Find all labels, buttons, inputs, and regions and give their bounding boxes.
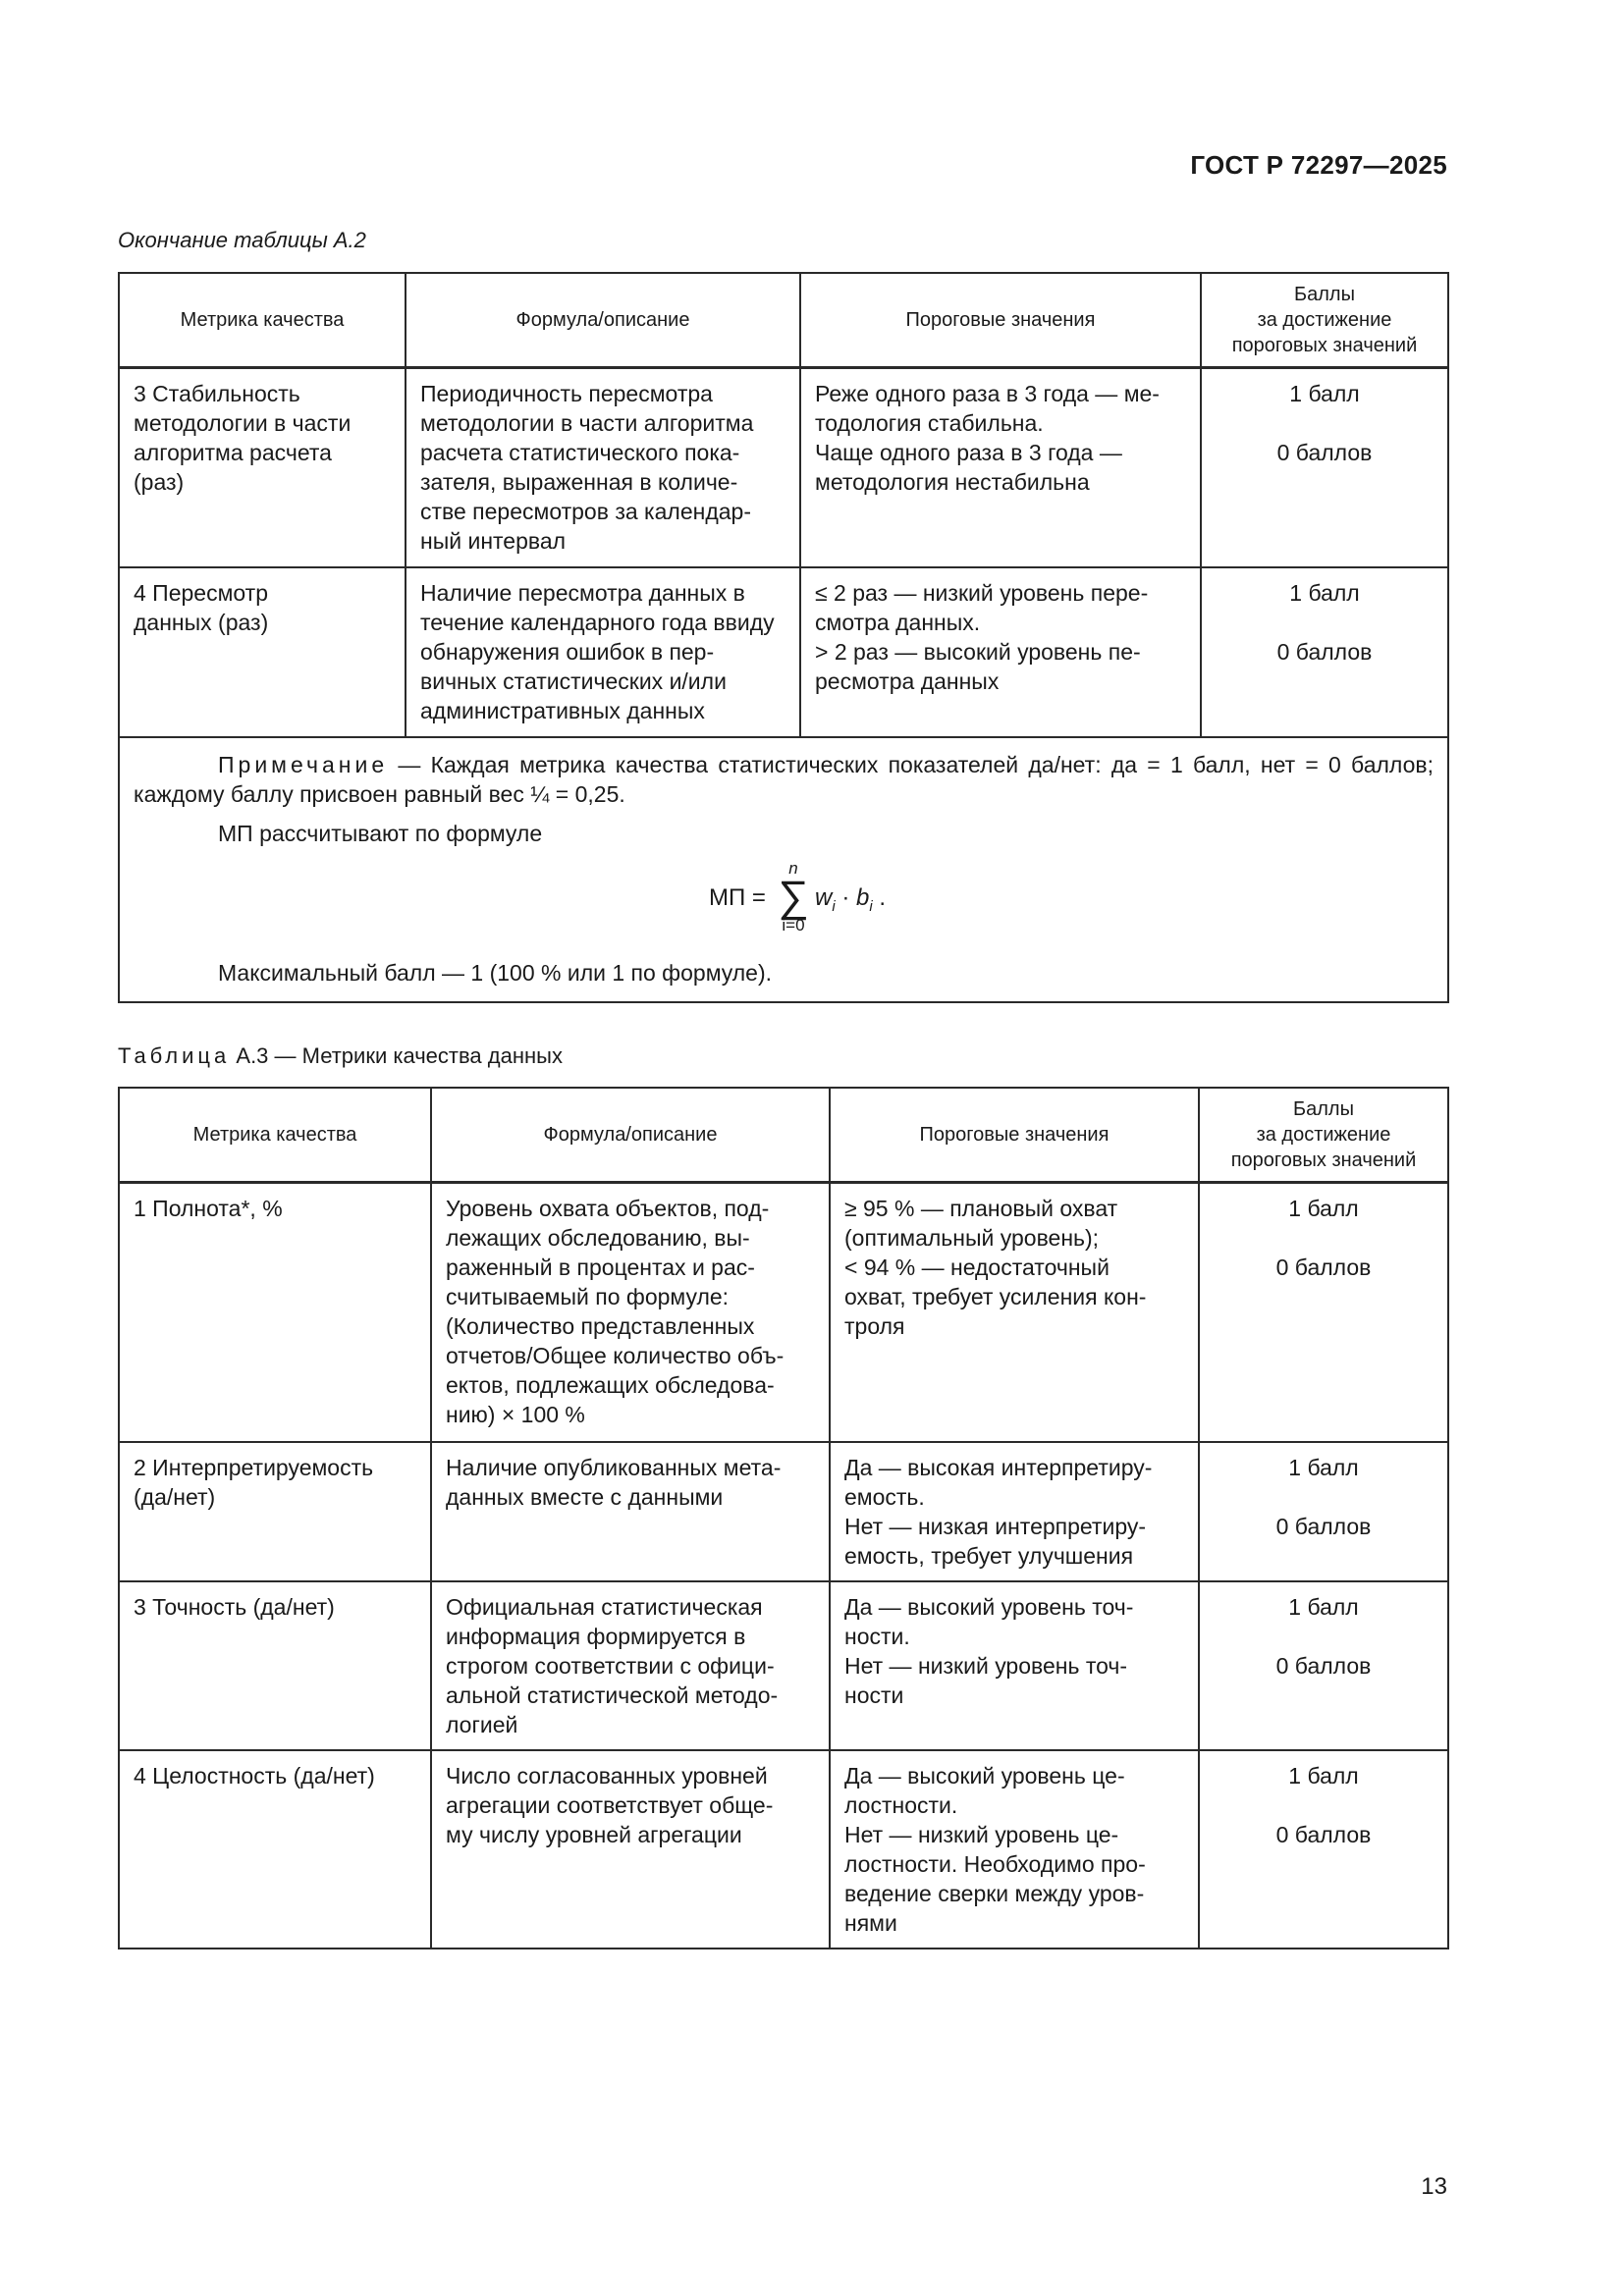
cell-line: > 2 раз — высокий уровень пе- (815, 638, 1141, 665)
table-row (119, 368, 1448, 567)
points-cell (1201, 567, 1448, 737)
header-line: за достижение (1257, 309, 1392, 331)
cell-line: емость, требует улучшения (844, 1542, 1134, 1569)
cell-line: методология нестабильна (815, 469, 1090, 495)
column-header-points (1199, 1088, 1448, 1183)
cell-line: Официальная статистическая (446, 1593, 763, 1620)
cell-line: Наличие пересмотра данных в (420, 579, 745, 606)
threshold-cell (830, 1581, 1199, 1750)
threshold-cell (830, 1750, 1199, 1949)
threshold-cell (830, 1183, 1199, 1442)
cell-line: ности. (844, 1623, 910, 1649)
note-text: — Каждая метрика качества статистических показателей да/нет: да = 1 балл, нет = 0 баллов; каждому баллу присвоен равный вес ¼ = 0,25. (134, 751, 1434, 807)
cell-line: методологии в части (134, 410, 352, 436)
cell-line: ресмотра данных (815, 667, 1000, 694)
table-a3-caption (118, 1043, 563, 1069)
points-value: 0 баллов (1275, 1513, 1372, 1539)
points-cell (1201, 368, 1448, 567)
metric-cell (119, 567, 406, 737)
cell-line: отчетов/Общее количество объ- (446, 1343, 785, 1368)
cell-line: Нет — низкий уровень це- (844, 1821, 1119, 1847)
cell-line: (раз) (134, 469, 185, 495)
points-value: 1 балл (1288, 1762, 1359, 1789)
cell-line: Периодичность пересмотра (420, 381, 713, 406)
table-a2-end (118, 272, 1449, 1003)
multiply-dot: · (841, 883, 850, 911)
points-value: 0 баллов (1276, 440, 1373, 465)
formula-cell (431, 1183, 830, 1442)
weight-symbol: w (815, 883, 833, 911)
note-row (119, 737, 1448, 1002)
cell-line: ектов, подлежащих обследова- (446, 1372, 775, 1398)
table-row (119, 1750, 1448, 1949)
caption-word: Таблица (118, 1043, 231, 1068)
formula-intro: МП рассчитывают по формуле (218, 820, 543, 846)
page-number: 13 (1421, 2173, 1447, 2200)
cell-line: вичных статистических и/или (420, 667, 727, 694)
sum-upper-limit: n (788, 858, 798, 878)
cell-line: расчета статистического пока- (420, 440, 740, 465)
cell-line: Да — высокий уровень точ- (844, 1593, 1134, 1620)
metric-cell (119, 368, 406, 567)
points-cell (1199, 1581, 1448, 1750)
cell-line: тодология стабильна. (815, 410, 1044, 436)
cell-line: му числу уровней агрегации (446, 1821, 742, 1847)
cell-line: Да — высокая интерпретиру- (844, 1454, 1153, 1480)
cell-line: < 94 % — недостаточный (844, 1255, 1110, 1280)
header-line: за достижение (1256, 1124, 1391, 1146)
header-line: Баллы (1294, 284, 1355, 305)
cell-line: данных вместе с данными (446, 1483, 724, 1510)
cell-line: нями (844, 1909, 897, 1936)
cell-line: Реже одного раза в 3 года — ме- (815, 381, 1160, 406)
column-header-formula: Формула/описание (406, 273, 800, 368)
sigma-symbol: ∑ (778, 872, 809, 921)
header-line: пороговых значений (1231, 335, 1418, 356)
cell-line: лостности. (844, 1791, 958, 1818)
score-symbol: b (856, 883, 870, 911)
cell-line: Нет — низкий уровень точ- (844, 1652, 1128, 1679)
threshold-cell (800, 567, 1201, 737)
index-symbol: i (832, 897, 836, 915)
cell-line: лежащих обследованию, вы- (446, 1225, 750, 1251)
points-value: 0 баллов (1276, 638, 1373, 665)
standard-designation: ГОСТ Р 72297—2025 (1190, 150, 1447, 180)
cell-line: (оптимальный уровень); (844, 1225, 1100, 1251)
formula-cell (431, 1442, 830, 1581)
cell-line: считываемый по формуле: (446, 1284, 730, 1309)
cell-line: течение календарного года ввиду (420, 609, 775, 635)
note-label: Примечание (218, 751, 389, 777)
note-cell (119, 737, 1448, 1002)
cell-line: методологии в части алгоритма (420, 410, 754, 436)
cell-line: логией (446, 1711, 518, 1737)
cell-line: ности (844, 1682, 904, 1708)
column-header-points (1201, 273, 1448, 368)
cell-line: стве пересмотров за календар- (420, 499, 751, 524)
cell-line: данных (раз) (134, 609, 269, 635)
formula-end: . (879, 883, 887, 911)
max-score-text: Максимальный балл — 1 (100 % или 1 по формуле). (218, 959, 773, 986)
formula-cell (406, 368, 800, 567)
cell-line: троля (844, 1313, 905, 1339)
mp-formula (134, 854, 1434, 948)
table-header-row (119, 273, 1448, 368)
metric-cell: 2 Интерпретируемость (да/нет) (119, 1442, 431, 1581)
header-line: пороговых значений (1230, 1149, 1417, 1171)
points-value: 1 балл (1288, 1196, 1359, 1221)
points-value: 0 баллов (1275, 1652, 1372, 1679)
points-cell (1199, 1750, 1448, 1949)
cell-line: альной статистической методо- (446, 1682, 779, 1708)
cell-line: (Количество представленных (446, 1313, 755, 1339)
metric-cell: 3 Точность (да/нет) (119, 1581, 431, 1750)
cell-line: Да — высокий уровень це- (844, 1762, 1125, 1789)
note-paragraph (134, 750, 1434, 809)
table-header-row (119, 1088, 1448, 1183)
cell-line: Число согласованных уровней (446, 1762, 768, 1789)
cell-line: ≥ 95 % — плановый охват (844, 1196, 1118, 1221)
table-row (119, 1442, 1448, 1581)
index-symbol: i (869, 897, 873, 915)
points-value: 0 баллов (1275, 1255, 1372, 1280)
metric-cell: 1 Полнота*, % (119, 1183, 431, 1442)
points-cell (1199, 1442, 1448, 1581)
table-row (119, 567, 1448, 737)
formula-lhs: МП = (709, 883, 766, 911)
cell-line: Наличие опубликованных мета- (446, 1454, 782, 1480)
formula-cell (431, 1750, 830, 1949)
table-a2-continuation-caption: Окончание таблицы А.2 (118, 228, 366, 252)
metric-cell: 4 Целостность (да/нет) (119, 1750, 431, 1949)
cell-line: алгоритма расчета (134, 440, 332, 465)
sum-lower-limit: i=0 (782, 915, 805, 934)
points-value: 1 балл (1289, 579, 1360, 606)
points-value: 1 балл (1289, 381, 1360, 406)
cell-line: Уровень охвата объектов, под- (446, 1196, 770, 1221)
formula-cell (431, 1581, 830, 1750)
threshold-cell (800, 368, 1201, 567)
cell-line: ведение сверки между уров- (844, 1880, 1145, 1906)
cell-line: информация формируется в (446, 1623, 746, 1649)
cell-line: ≤ 2 раз — низкий уровень пере- (815, 579, 1149, 606)
cell-line: административных данных (420, 697, 705, 723)
table-a3 (118, 1087, 1449, 1949)
cell-line: охват, требует усиления кон- (844, 1284, 1147, 1309)
threshold-cell (830, 1442, 1199, 1581)
points-value: 0 баллов (1275, 1821, 1372, 1847)
cell-line: емость. (844, 1483, 925, 1510)
cell-line: ный интервал (420, 528, 567, 554)
formula-rhs (815, 883, 886, 922)
table-row (119, 1183, 1448, 1442)
cell-line: агрегации соответствует обще- (446, 1791, 774, 1818)
caption-rest: А.3 — Метрики качества данных (236, 1043, 563, 1068)
column-header-threshold: Пороговые значения (830, 1088, 1199, 1183)
formula-cell (406, 567, 800, 737)
cell-line: смотра данных. (815, 609, 981, 635)
cell-line: раженный в процентах и рас- (446, 1255, 755, 1280)
cell-line: лостности. Необходимо про- (844, 1850, 1146, 1877)
cell-line: Чаще одного раза в 3 года — (815, 440, 1122, 465)
sum-operator (776, 860, 811, 934)
column-header-formula: Формула/описание (431, 1088, 830, 1183)
cell-line: зателя, выраженная в количе- (420, 469, 738, 495)
column-header-metric: Метрика качества (119, 1088, 431, 1183)
cell-line: Нет — низкая интерпретиру- (844, 1513, 1147, 1539)
points-value: 1 балл (1288, 1593, 1359, 1620)
cell-line: обнаружения ошибок в пер- (420, 638, 715, 665)
header-line: Баллы (1293, 1098, 1354, 1120)
column-header-threshold: Пороговые значения (800, 273, 1201, 368)
cell-line: 4 Пересмотр (134, 579, 269, 606)
points-cell (1199, 1183, 1448, 1442)
points-value: 1 балл (1288, 1454, 1359, 1480)
cell-line: 3 Стабильность (134, 381, 300, 406)
column-header-metric: Метрика качества (119, 273, 406, 368)
cell-line: нию) × 100 % (446, 1402, 585, 1427)
table-row (119, 1581, 1448, 1750)
cell-line: строгом соответствии с офици- (446, 1652, 775, 1679)
